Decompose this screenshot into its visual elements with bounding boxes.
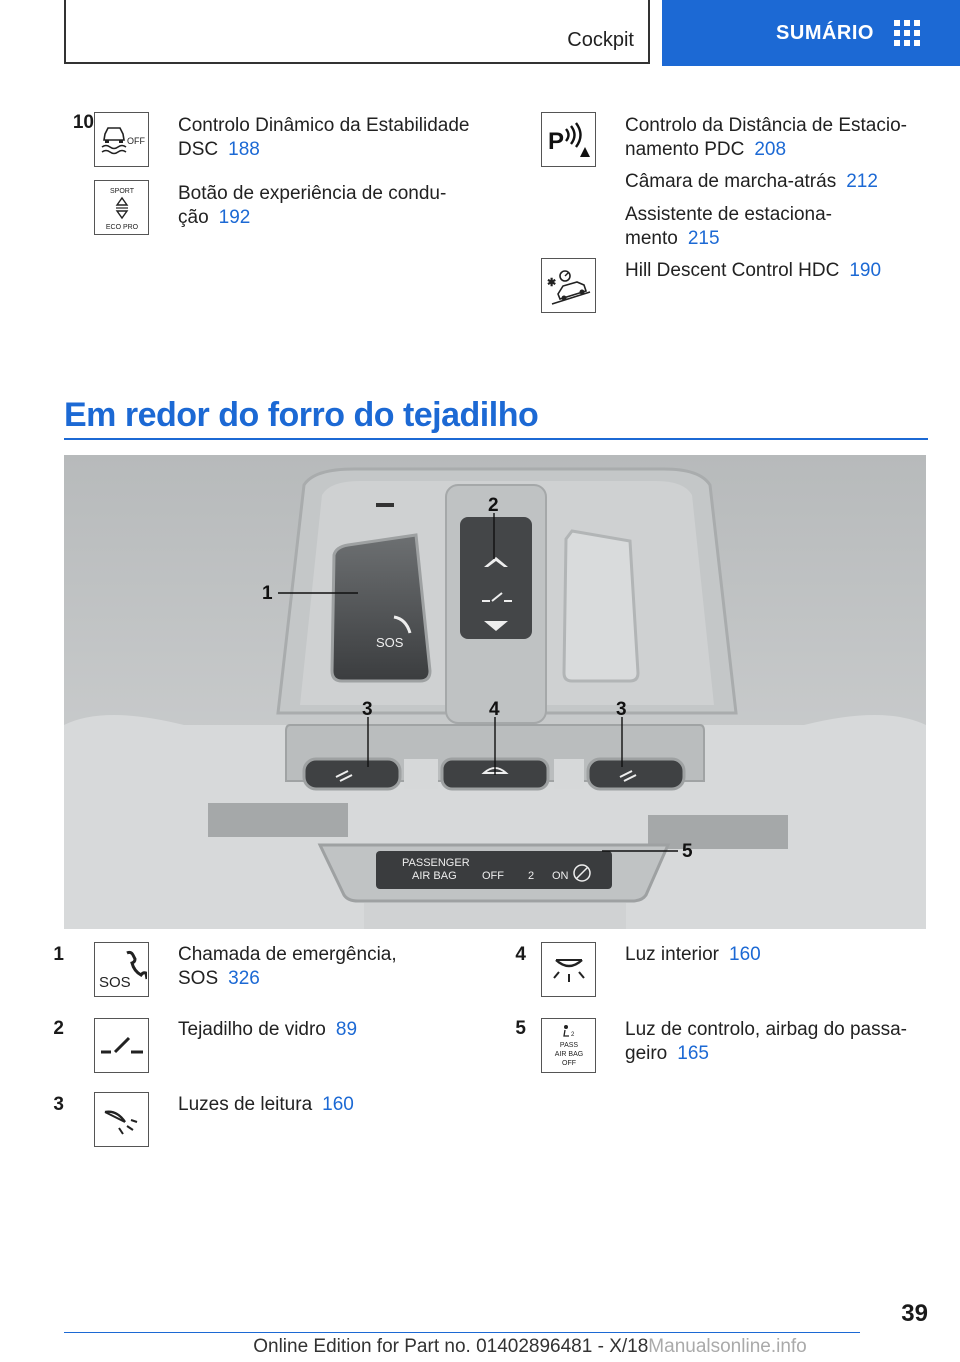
svg-text:P: P: [547, 127, 564, 155]
driving-experience-icon: [94, 180, 149, 235]
pdc-icon: [541, 112, 596, 167]
svg-text:PASSENGER: PASSENGER: [402, 857, 470, 869]
interior-light-icon: [541, 942, 596, 997]
footer-edition: Online Edition for Part no. 01402896481 - X/18Manualsonline.info: [253, 1336, 807, 1357]
page-ref-link[interactable]: 326: [228, 968, 260, 989]
entry-reading-light-text: Luzes de leitura 160: [178, 1094, 354, 1115]
page-ref-link[interactable]: 160: [729, 944, 761, 965]
svg-text:ECO PRO: ECO PRO: [105, 223, 138, 231]
svg-text:3: 3: [362, 699, 373, 720]
section-label: Cockpit: [567, 29, 634, 51]
svg-text:SOS: SOS: [376, 635, 404, 650]
entry-number: 5: [515, 1018, 526, 1039]
entry-number: 10: [72, 112, 94, 133]
entry-number: 2: [53, 1018, 64, 1039]
page-ref-link[interactable]: 190: [849, 260, 882, 281]
page-number: 39: [901, 1300, 928, 1327]
roof-console-photo: [64, 455, 926, 929]
footer-rule: [64, 1332, 860, 1333]
toc-button[interactable]: [662, 0, 960, 66]
svg-text:3: 3: [616, 699, 627, 720]
reading-light-icon: [94, 1092, 149, 1147]
page-ref-link[interactable]: 212: [846, 171, 878, 192]
dsc-off-icon: [94, 112, 149, 167]
svg-text:2: 2: [570, 1031, 574, 1038]
svg-text:1: 1: [262, 583, 273, 604]
svg-text:✱: ✱: [546, 276, 556, 289]
sos-icon: [94, 942, 149, 997]
entry-number: 3: [53, 1094, 64, 1115]
entry-sos-text: Chamada de emergência, SOS 326: [178, 944, 397, 989]
svg-text:OFF: OFF: [126, 135, 145, 146]
svg-text:2: 2: [528, 870, 535, 882]
page-ref-link[interactable]: 215: [687, 228, 720, 249]
section-title: Em redor do forro do tejadilho: [64, 396, 539, 434]
svg-text:4: 4: [489, 699, 500, 720]
page-ref-link[interactable]: 188: [228, 139, 260, 160]
entry-sunroof-text: Tejadilho de vidro 89: [178, 1019, 358, 1040]
entry-interior-light-text: Luz interior 160: [625, 944, 761, 965]
section-tab: [64, 0, 650, 64]
grid-icon: [894, 20, 920, 46]
entry-passenger-airbag-text: Luz de controlo, airbag do passa- geiro 165: [625, 1019, 908, 1064]
passenger-airbag-icon: [541, 1018, 596, 1073]
hdc-icon: [541, 258, 596, 313]
entry-parking-assistant-text: Assistente de estaciona- mento 215: [625, 204, 833, 249]
svg-text:2: 2: [488, 495, 499, 516]
footer-site: Manualsonline.info: [648, 1336, 807, 1357]
page-ref-link[interactable]: 165: [677, 1043, 709, 1064]
svg-text:AIR BAG: AIR BAG: [554, 1050, 583, 1058]
entry-number: 1: [53, 944, 64, 965]
svg-text:SOS: SOS: [98, 973, 131, 991]
page-header: [0, 0, 960, 66]
section-rule: [64, 438, 928, 440]
svg-text:5: 5: [682, 841, 693, 862]
page-ref-link[interactable]: 208: [754, 139, 787, 160]
page-ref-link[interactable]: 192: [218, 207, 251, 228]
svg-text:SPORT: SPORT: [109, 187, 134, 195]
svg-text:OFF: OFF: [482, 870, 504, 882]
page-ref-link[interactable]: 160: [322, 1094, 354, 1115]
sunroof-icon: [94, 1018, 149, 1073]
svg-text:OFF: OFF: [561, 1059, 576, 1067]
svg-text:ON: ON: [552, 870, 569, 882]
svg-text:AIR BAG: AIR BAG: [412, 870, 457, 882]
entry-driving-experience-text: Botão de experiência de condu- ção 192: [178, 183, 447, 228]
toc-label: SUMÁRIO: [776, 21, 874, 44]
entry-pdc-text: Controlo da Distância de Estacio- namento PDC 208: [625, 115, 907, 160]
entry-hdc-text: Hill Descent Control HDC 190: [625, 260, 882, 281]
entry-rear-camera-text: Câmara de marcha-atrás 212: [625, 171, 878, 192]
entry-dsc-text: Controlo Dinâmico da Estabilidade DSC 188: [178, 115, 470, 160]
entry-number: 4: [515, 944, 526, 965]
page-ref-link[interactable]: 89: [335, 1019, 358, 1040]
svg-text:PASS: PASS: [559, 1041, 578, 1049]
